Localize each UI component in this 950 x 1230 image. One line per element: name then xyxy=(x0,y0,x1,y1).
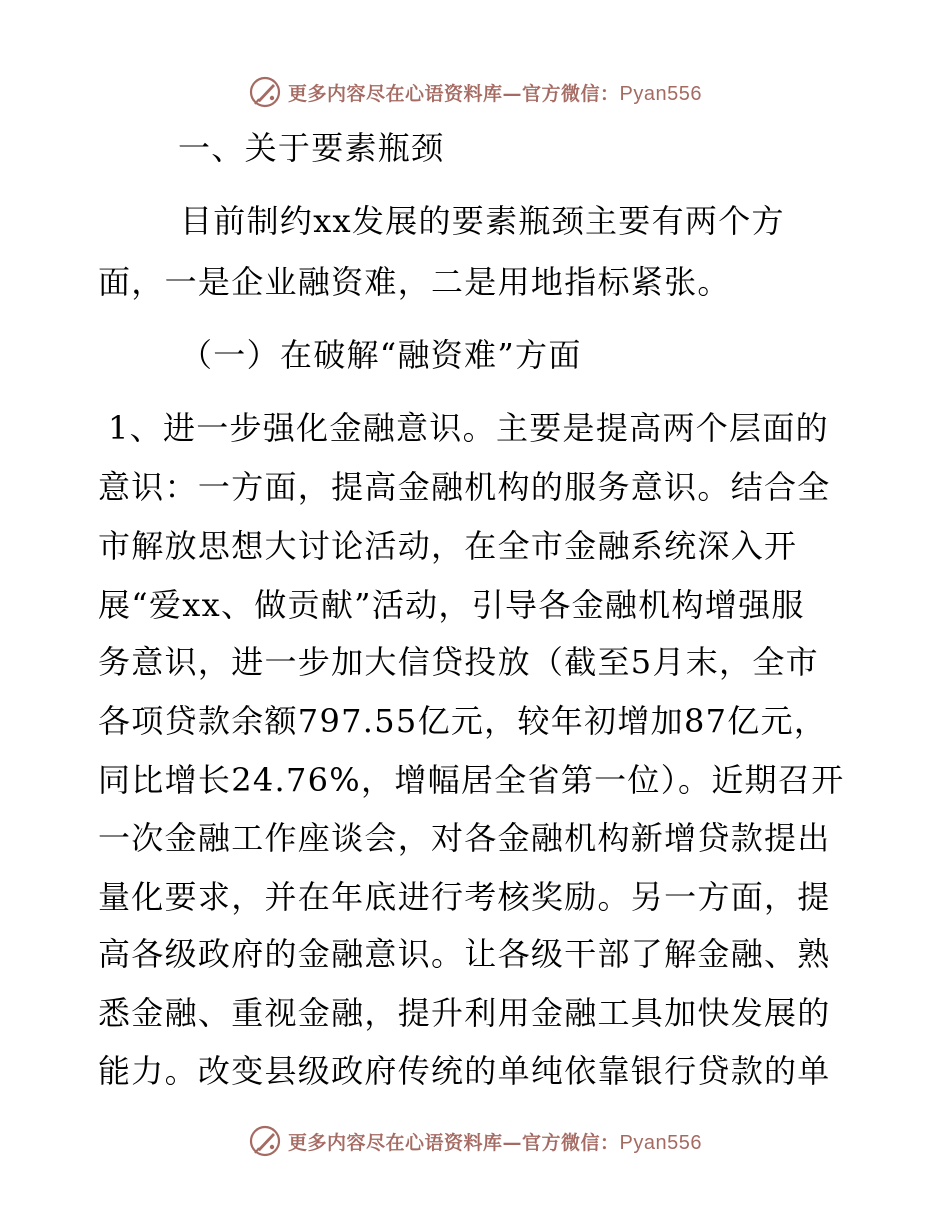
watermark-caption: 更多内容尽在心语资料库—官方微信： xyxy=(288,1131,620,1154)
body-line: 市解放思想大讨论活动，在全市金融系统深入开 xyxy=(98,527,798,565)
body-line: 悉金融、重视金融，提升利用金融工具加快发展的 xyxy=(98,994,831,1032)
intro-line: 面，一是企业融资难，二是用地指标紧张。 xyxy=(98,263,731,301)
body-line: 高各级政府的金融意识。让各级干部了解金融、熟 xyxy=(98,935,831,973)
body-line: 各项贷款余额797.55亿元，较年初增加87亿元， xyxy=(98,702,828,740)
watermark-wechat-id: Pyan556 xyxy=(619,1131,702,1154)
body-line: 同比增长24.76%，增幅居全省第一位）。近期召开 xyxy=(98,761,845,799)
body-line: 量化要求，并在年底进行考核奖励。另一方面，提 xyxy=(98,878,831,916)
quill-pen-seal-icon xyxy=(248,1124,282,1158)
body-line: 意识：一方面，提高金融机构的服务意识。结合全 xyxy=(98,468,831,506)
watermark-wechat-id: Pyan556 xyxy=(619,82,702,105)
subsection-heading: （一）在破解“融资难”方面 xyxy=(180,336,582,374)
header-watermark xyxy=(0,72,950,112)
watermark-text xyxy=(288,79,702,106)
quill-pen-seal-icon xyxy=(248,75,282,109)
body-line: 展“爱xx、做贡献”活动，引导各金融机构增强服 xyxy=(98,586,805,624)
intro-line: 目前制约xx发展的要素瓶颈主要有两个方 xyxy=(180,202,785,240)
watermark-text xyxy=(288,1128,702,1155)
body-line: 能力。改变县级政府传统的单纯依靠银行贷款的单 xyxy=(98,1052,831,1090)
body-line: 1、进一步强化金融意识。主要是提高两个层面的 xyxy=(108,409,829,447)
section-heading: 一、关于要素瓶颈 xyxy=(178,129,445,167)
watermark-caption: 更多内容尽在心语资料库—官方微信： xyxy=(288,82,620,105)
body-line: 一次金融工作座谈会，对各金融机构新增贷款提出 xyxy=(98,819,831,857)
footer-watermark xyxy=(0,1121,950,1161)
body-line: 务意识，进一步加大信贷投放（截至5月末，全市 xyxy=(98,643,819,681)
